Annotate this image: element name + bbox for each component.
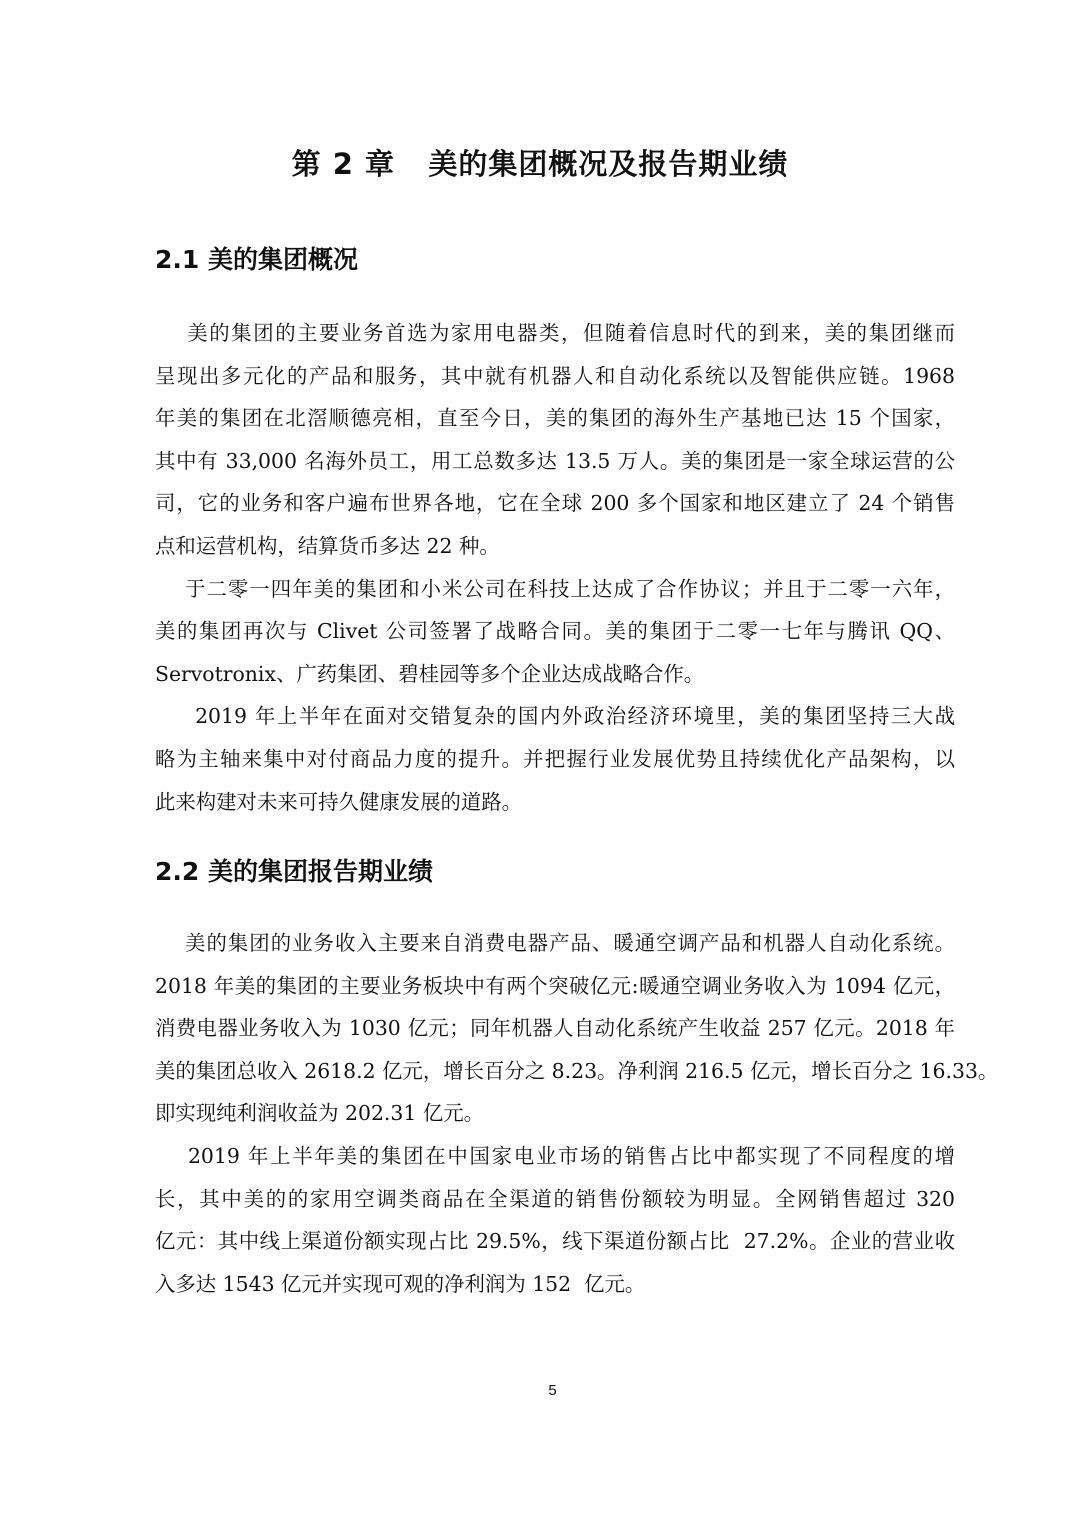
page-number: 5: [548, 1382, 557, 1399]
text-line: 略为主轴来集中对付商品力度的提升。并把握行业发展优势且持续优化产品架构，以: [155, 746, 955, 771]
text-line: 2019 年上半年美的集团在中国家电业市场的销售占比中都实现了不同程度的增: [155, 1143, 955, 1168]
paragraph-group-performance: [155, 922, 999, 1305]
text-line: 于二零一四年美的集团和小米公司在科技上达成了合作协议；并且于二零一六年，: [155, 576, 955, 601]
section-heading-2-1: 2.1 美的集团概况: [155, 245, 358, 274]
text-line: 消费电器业务收入为 1030 亿元；同年机器人自动化系统产生收益 257 亿元。2018 年: [155, 1016, 955, 1041]
text-line: 入多达 1543 亿元并实现可观的净利润为 152 亿元。: [155, 1271, 646, 1296]
text-line: 点和运营机构，结算货币多达 22 种。: [155, 533, 500, 558]
chapter-title: 第 2 章 美的集团概况及报告期业绩: [291, 147, 789, 181]
text-line: 美的集团的主要业务首选为家用电器类，但随着信息时代的到来，美的集团继而: [155, 321, 955, 345]
paragraph-group-overview: [155, 312, 955, 823]
paragraph: [155, 568, 955, 696]
text-line: 此来构建对未来可持久健康发展的道路。: [155, 789, 523, 814]
text-line: 其中有 33,000 名海外员工，用工总数多达 13.5 万人。美的集团是一家全球运营的公: [155, 448, 955, 473]
text-line: 即实现纯利润收益为 202.31 亿元。: [155, 1101, 484, 1126]
text-line: 美的集团再次与 Clivet 公司签署了战略合同。美的集团于二零一七年与腾讯 QQ、: [155, 619, 955, 644]
paragraph: [155, 1135, 955, 1305]
text-line: 2018 年美的集团的主要业务板块中有两个突破亿元:暖通空调业务收入为 1094 亿元，: [155, 973, 955, 998]
paragraph: [155, 695, 955, 823]
paragraph: [155, 922, 999, 1135]
text-line: 年美的集团在北滘顺德亮相，直至今日，美的集团的海外生产基地已达 15 个国家，: [155, 406, 955, 431]
text-line: 2019 年上半年在面对交错复杂的国内外政治经济环境里，美的集团坚持三大战: [155, 704, 955, 729]
text-line: 司，它的业务和客户遍布世界各地，它在全球 200 多个国家和地区建立了 24 个销售: [155, 491, 955, 516]
text-line: 呈现出多元化的产品和服务，其中就有机器人和自动化系统以及智能供应链。1968: [155, 363, 955, 388]
text-line: 长，其中美的的家用空调类商品在全渠道的销售份额较为明显。全网销售超过 320: [155, 1186, 955, 1211]
paragraph: [155, 312, 955, 568]
section-heading-2-2: 2.2 美的集团报告期业绩: [155, 857, 433, 886]
text-line: 美的集团总收入 2618.2 亿元，增长百分之 8.23。净利润 216.5 亿元，增长百分之 16.33。: [155, 1058, 999, 1083]
text-line: 美的集团的业务收入主要来自消费电器产品、暖通空调产品和机器人自动化系统。: [155, 931, 955, 955]
text-line: Servotronix、广药集团、碧桂园等多个企业达成战略合作。: [155, 661, 705, 686]
text-line: 亿元：其中线上渠道份额实现占比 29.5%，线下渠道份额占比 27.2%。企业的营业收: [155, 1229, 955, 1254]
